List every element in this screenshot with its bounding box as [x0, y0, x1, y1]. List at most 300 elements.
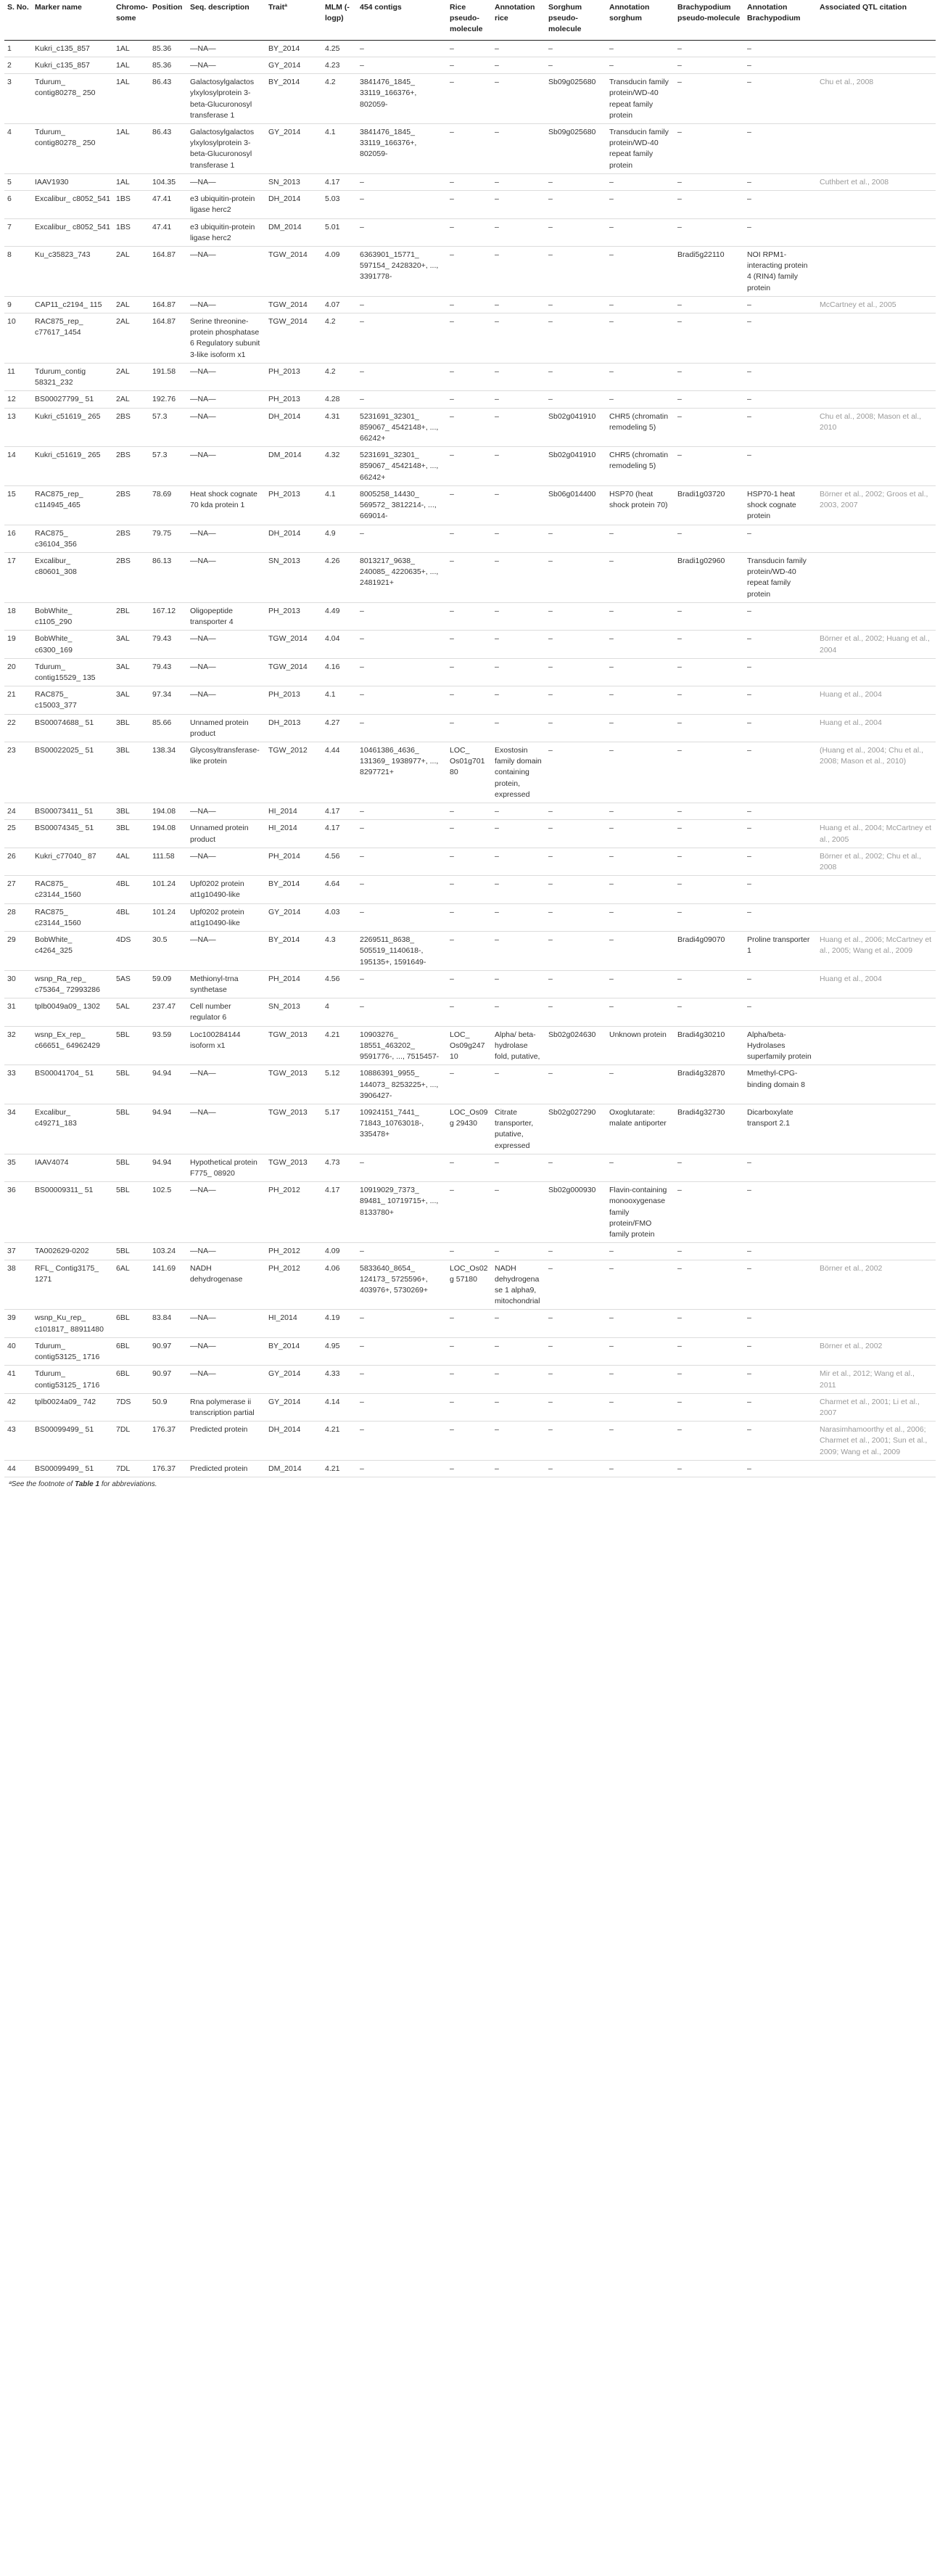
annotation-rice-cell: –	[492, 1422, 545, 1461]
rice-pseudomolecule-cell: –	[447, 803, 492, 820]
table-row	[4, 658, 936, 686]
annotation-rice-cell: –	[492, 525, 545, 552]
chromosome-cell: 5BL	[113, 1182, 149, 1243]
contigs-454-cell: 10461386_4636_ 131369_ 1938977+, ..., 8297721+	[357, 742, 447, 803]
position-cell: 97.34	[149, 686, 187, 714]
header-cell: S. No.	[4, 0, 32, 40]
marker-name-cell: RAC875_rep_ c77617_1454	[32, 313, 113, 364]
annotation-sorghum-cell: –	[606, 658, 675, 686]
table-row	[4, 1422, 936, 1461]
brachypodium-pseudomolecule-cell: –	[675, 686, 744, 714]
table-row	[4, 552, 936, 602]
mlm-cell: 4.73	[322, 1154, 357, 1181]
annotation-sorghum-cell: –	[606, 876, 675, 903]
contigs-454-cell: –	[357, 391, 447, 408]
seq-description-cell: —NA—	[187, 296, 265, 313]
sno-cell: 37	[4, 1243, 32, 1260]
qtl-citation-cell	[817, 1243, 936, 1260]
qtl-citation-cell	[817, 1104, 936, 1154]
trait-cell: TGW_2013	[265, 1104, 322, 1154]
chromosome-cell: 2AL	[113, 246, 149, 296]
marker-name-cell: BS00027799_ 51	[32, 391, 113, 408]
contigs-454-cell: –	[357, 363, 447, 390]
sorghum-pseudomolecule-cell: –	[545, 296, 606, 313]
mlm-cell: 5.03	[322, 191, 357, 218]
sorghum-pseudomolecule-cell: –	[545, 876, 606, 903]
header-cell: Chromo-some	[113, 0, 149, 40]
annotation-brachypodium-cell: NOI RPM1-interacting protein 4 (RIN4) family protein	[744, 246, 817, 296]
qtl-citation-cell	[817, 246, 936, 296]
marker-name-cell: Kukri_c135_857	[32, 57, 113, 73]
table-row	[4, 123, 936, 173]
marker-name-cell: BS00074345_ 51	[32, 820, 113, 848]
rice-pseudomolecule-cell: –	[447, 1154, 492, 1181]
table-row	[4, 714, 936, 742]
annotation-rice-cell: –	[492, 485, 545, 525]
sno-cell: 21	[4, 686, 32, 714]
annotation-brachypodium-cell: –	[744, 408, 817, 447]
seq-description-cell: —NA—	[187, 57, 265, 73]
annotation-rice-cell: –	[492, 820, 545, 848]
annotation-rice-cell: –	[492, 602, 545, 630]
rice-pseudomolecule-cell: –	[447, 391, 492, 408]
table-row	[4, 57, 936, 73]
chromosome-cell: 3BL	[113, 803, 149, 820]
mlm-cell: 4.1	[322, 485, 357, 525]
brachypodium-pseudomolecule-cell: –	[675, 447, 744, 486]
annotation-sorghum-cell: –	[606, 1460, 675, 1477]
trait-cell: TGW_2014	[265, 313, 322, 364]
annotation-brachypodium-cell: –	[744, 1310, 817, 1337]
annotation-rice-cell: –	[492, 1393, 545, 1421]
position-cell: 104.35	[149, 173, 187, 190]
position-cell: 167.12	[149, 602, 187, 630]
annotation-brachypodium-cell: Alpha/beta-Hydrolases superfamily protein	[744, 1026, 817, 1065]
trait-cell: GY_2014	[265, 1366, 322, 1393]
annotation-brachypodium-cell: –	[744, 658, 817, 686]
annotation-rice-cell: –	[492, 191, 545, 218]
annotation-sorghum-cell: –	[606, 686, 675, 714]
seq-description-cell: —NA—	[187, 173, 265, 190]
trait-cell: SN_2013	[265, 998, 322, 1026]
contigs-454-cell: 10886391_9955_ 144073_ 8253225+, ..., 3906427-	[357, 1065, 447, 1104]
trait-cell: GY_2014	[265, 123, 322, 173]
contigs-454-cell: –	[357, 903, 447, 931]
sno-cell: 11	[4, 363, 32, 390]
trait-cell: TGW_2014	[265, 296, 322, 313]
mlm-cell: 4.33	[322, 1366, 357, 1393]
sno-cell: 8	[4, 246, 32, 296]
contigs-454-cell: –	[357, 313, 447, 364]
position-cell: 93.59	[149, 1026, 187, 1065]
position-cell: 94.94	[149, 1065, 187, 1104]
seq-description-cell: Serine threonine-protein phosphatase 6 Regulatory subunit 3-like isoform x1	[187, 313, 265, 364]
annotation-sorghum-cell: –	[606, 1337, 675, 1365]
marker-name-cell: tplb0049a09_ 1302	[32, 998, 113, 1026]
mlm-cell: 4.49	[322, 602, 357, 630]
qtl-citation-cell	[817, 1026, 936, 1065]
contigs-454-cell: 10903276_ 18551_463202_ 9591776-, ..., 7515457-	[357, 1026, 447, 1065]
brachypodium-pseudomolecule-cell: –	[675, 123, 744, 173]
header-row	[4, 0, 936, 40]
position-cell: 101.24	[149, 876, 187, 903]
rice-pseudomolecule-cell: –	[447, 1366, 492, 1393]
seq-description-cell: —NA—	[187, 447, 265, 486]
sno-cell: 38	[4, 1260, 32, 1310]
chromosome-cell: 1AL	[113, 40, 149, 57]
qtl-citation-cell	[817, 525, 936, 552]
trait-cell: DM_2014	[265, 1460, 322, 1477]
annotation-rice-cell: –	[492, 173, 545, 190]
seq-description-cell: —NA—	[187, 631, 265, 658]
mlm-cell: 4.3	[322, 932, 357, 971]
rice-pseudomolecule-cell: –	[447, 686, 492, 714]
table-row	[4, 485, 936, 525]
seq-description-cell: —NA—	[187, 1366, 265, 1393]
contigs-454-cell: 8005258_14430_ 569572_ 3812214-, ..., 669014-	[357, 485, 447, 525]
position-cell: 47.41	[149, 191, 187, 218]
sno-cell: 28	[4, 903, 32, 931]
annotation-sorghum-cell: –	[606, 1310, 675, 1337]
trait-cell: BY_2014	[265, 74, 322, 124]
marker-name-cell: wsnp_Ra_rep_ c75364_ 72993286	[32, 970, 113, 998]
sno-cell: 23	[4, 742, 32, 803]
rice-pseudomolecule-cell: –	[447, 998, 492, 1026]
position-cell: 101.24	[149, 903, 187, 931]
contigs-454-cell: –	[357, 40, 447, 57]
rice-pseudomolecule-cell: –	[447, 970, 492, 998]
annotation-brachypodium-cell: –	[744, 1393, 817, 1421]
chromosome-cell: 4DS	[113, 932, 149, 971]
annotation-rice-cell: –	[492, 876, 545, 903]
annotation-brachypodium-cell: –	[744, 631, 817, 658]
annotation-brachypodium-cell: –	[744, 602, 817, 630]
seq-description-cell: —NA—	[187, 1182, 265, 1243]
brachypodium-pseudomolecule-cell: Bradi4g32870	[675, 1065, 744, 1104]
annotation-rice-cell: Exostosin family domain containing protein, expressed	[492, 742, 545, 803]
seq-description-cell: —NA—	[187, 391, 265, 408]
chromosome-cell: 4BL	[113, 876, 149, 903]
annotation-rice-cell: Alpha/ beta-hydrolase fold, putative,	[492, 1026, 545, 1065]
seq-description-cell: Oligopeptide transporter 4	[187, 602, 265, 630]
table-row	[4, 246, 936, 296]
annotation-brachypodium-cell: –	[744, 1154, 817, 1181]
marker-name-cell: wsnp_Ex_rep_ c66651_ 64962429	[32, 1026, 113, 1065]
annotation-brachypodium-cell: –	[744, 848, 817, 875]
trait-cell: BY_2014	[265, 932, 322, 971]
rice-pseudomolecule-cell: –	[447, 714, 492, 742]
sorghum-pseudomolecule-cell: Sb02g041910	[545, 447, 606, 486]
marker-name-cell: BS00022025_ 51	[32, 742, 113, 803]
sorghum-pseudomolecule-cell: –	[545, 218, 606, 246]
seq-description-cell: Galactosylgalactos ylxylosylprotein 3-beta-Glucuronosyl transferase 1	[187, 74, 265, 124]
marker-name-cell: Tdurum_ contig15529_ 135	[32, 658, 113, 686]
qtl-citation-cell: Huang et al., 2006; McCartney et al., 2005; Wang et al., 2009	[817, 932, 936, 971]
trait-cell: TGW_2014	[265, 246, 322, 296]
brachypodium-pseudomolecule-cell: –	[675, 714, 744, 742]
annotation-rice-cell: –	[492, 40, 545, 57]
position-cell: 94.94	[149, 1154, 187, 1181]
mlm-cell: 4	[322, 998, 357, 1026]
table-row	[4, 1104, 936, 1154]
trait-cell: SN_2013	[265, 552, 322, 602]
seq-description-cell: —NA—	[187, 686, 265, 714]
seq-description-cell: Loc100284144 isoform x1	[187, 1026, 265, 1065]
annotation-brachypodium-cell: Proline transporter 1	[744, 932, 817, 971]
rice-pseudomolecule-cell: –	[447, 40, 492, 57]
annotation-rice-cell: –	[492, 1337, 545, 1365]
trait-cell: TGW_2012	[265, 742, 322, 803]
rice-pseudomolecule-cell: –	[447, 1460, 492, 1477]
sno-cell: 24	[4, 803, 32, 820]
annotation-sorghum-cell: –	[606, 602, 675, 630]
qtl-citation-cell	[817, 1310, 936, 1337]
trait-cell: PH_2012	[265, 1260, 322, 1310]
table-row	[4, 218, 936, 246]
contigs-454-cell: –	[357, 1310, 447, 1337]
seq-description-cell: —NA—	[187, 552, 265, 602]
marker-name-cell: TA002629-0202	[32, 1243, 113, 1260]
sno-cell: 32	[4, 1026, 32, 1065]
annotation-sorghum-cell: –	[606, 714, 675, 742]
rice-pseudomolecule-cell: –	[447, 903, 492, 931]
annotation-rice-cell: –	[492, 903, 545, 931]
rice-pseudomolecule-cell: LOC_Os02g 57180	[447, 1260, 492, 1310]
annotation-rice-cell: –	[492, 1366, 545, 1393]
mlm-cell: 4.28	[322, 391, 357, 408]
sno-cell: 15	[4, 485, 32, 525]
table-row	[4, 631, 936, 658]
position-cell: 176.37	[149, 1460, 187, 1477]
trait-cell: DH_2014	[265, 1422, 322, 1461]
annotation-sorghum-cell: –	[606, 932, 675, 971]
position-cell: 57.3	[149, 447, 187, 486]
sorghum-pseudomolecule-cell: –	[545, 932, 606, 971]
annotation-rice-cell: –	[492, 970, 545, 998]
annotation-brachypodium-cell: Dicarboxylate transport 2.1	[744, 1104, 817, 1154]
position-cell: 79.75	[149, 525, 187, 552]
mlm-cell: 5.12	[322, 1065, 357, 1104]
sorghum-pseudomolecule-cell: –	[545, 820, 606, 848]
seq-description-cell: —NA—	[187, 525, 265, 552]
mlm-cell: 4.14	[322, 1393, 357, 1421]
mlm-cell: 4.1	[322, 123, 357, 173]
brachypodium-pseudomolecule-cell: –	[675, 1393, 744, 1421]
marker-name-cell: BS00099499_ 51	[32, 1460, 113, 1477]
qtl-citation-cell: Börner et al., 2002; Groos et al., 2003, 2007	[817, 485, 936, 525]
seq-description-cell: —NA—	[187, 848, 265, 875]
rice-pseudomolecule-cell: –	[447, 1065, 492, 1104]
brachypodium-pseudomolecule-cell: –	[675, 525, 744, 552]
marker-name-cell: Excalibur_ c49271_183	[32, 1104, 113, 1154]
seq-description-cell: —NA—	[187, 408, 265, 447]
sno-cell: 25	[4, 820, 32, 848]
sno-cell: 18	[4, 602, 32, 630]
contigs-454-cell: 5231691_32301_ 859067_ 4542148+, ..., 66242+	[357, 447, 447, 486]
qtl-citation-cell	[817, 803, 936, 820]
sno-cell: 12	[4, 391, 32, 408]
rice-pseudomolecule-cell: LOC_ Os01g70180	[447, 742, 492, 803]
table-footnote	[4, 1477, 936, 1491]
sno-cell: 29	[4, 932, 32, 971]
mlm-cell: 4.64	[322, 876, 357, 903]
position-cell: 192.76	[149, 391, 187, 408]
contigs-454-cell: –	[357, 803, 447, 820]
annotation-rice-cell: –	[492, 803, 545, 820]
trait-cell: PH_2014	[265, 970, 322, 998]
annotation-brachypodium-cell: –	[744, 1182, 817, 1243]
annotation-sorghum-cell: –	[606, 218, 675, 246]
trait-cell: TGW_2014	[265, 631, 322, 658]
brachypodium-pseudomolecule-cell: –	[675, 970, 744, 998]
chromosome-cell: 2AL	[113, 313, 149, 364]
rice-pseudomolecule-cell: –	[447, 246, 492, 296]
marker-name-cell: Excalibur_ c8052_541	[32, 218, 113, 246]
annotation-sorghum-cell: –	[606, 1260, 675, 1310]
header-cell: Sorghum pseudo-molecule	[545, 0, 606, 40]
chromosome-cell: 2BL	[113, 602, 149, 630]
rice-pseudomolecule-cell: –	[447, 363, 492, 390]
brachypodium-pseudomolecule-cell: –	[675, 820, 744, 848]
mlm-cell: 4.09	[322, 246, 357, 296]
annotation-sorghum-cell: –	[606, 903, 675, 931]
sorghum-pseudomolecule-cell: Sb02g000930	[545, 1182, 606, 1243]
seq-description-cell: Predicted protein	[187, 1460, 265, 1477]
header-cell: Annotation rice	[492, 0, 545, 40]
chromosome-cell: 5BL	[113, 1154, 149, 1181]
chromosome-cell: 1BS	[113, 191, 149, 218]
contigs-454-cell: 3841476_1845_ 33119_166376+, 802059-	[357, 123, 447, 173]
annotation-brachypodium-cell: –	[744, 1366, 817, 1393]
chromosome-cell: 1AL	[113, 74, 149, 124]
sorghum-pseudomolecule-cell: Sb06g014400	[545, 485, 606, 525]
rice-pseudomolecule-cell: –	[447, 1337, 492, 1365]
annotation-rice-cell: –	[492, 714, 545, 742]
table-row	[4, 742, 936, 803]
annotation-rice-cell: –	[492, 1182, 545, 1243]
brachypodium-pseudomolecule-cell: Bradi1g03720	[675, 485, 744, 525]
rice-pseudomolecule-cell: –	[447, 408, 492, 447]
qtl-citation-cell: Mir et al., 2012; Wang et al., 2011	[817, 1366, 936, 1393]
position-cell: 86.43	[149, 123, 187, 173]
mlm-cell: 5.01	[322, 218, 357, 246]
qtl-citation-cell	[817, 1182, 936, 1243]
sno-cell: 34	[4, 1104, 32, 1154]
brachypodium-pseudomolecule-cell: –	[675, 173, 744, 190]
marker-name-cell: CAP11_c2194_ 115	[32, 296, 113, 313]
rice-pseudomolecule-cell: –	[447, 57, 492, 73]
contigs-454-cell: –	[357, 876, 447, 903]
qtl-citation-cell	[817, 876, 936, 903]
sorghum-pseudomolecule-cell: Sb09g025680	[545, 123, 606, 173]
brachypodium-pseudomolecule-cell: –	[675, 40, 744, 57]
annotation-brachypodium-cell: –	[744, 686, 817, 714]
qtl-citation-cell: Börner et al., 2002; Chu et al., 2008	[817, 848, 936, 875]
seq-description-cell: e3 ubiquitin-protein ligase herc2	[187, 191, 265, 218]
annotation-rice-cell: –	[492, 391, 545, 408]
brachypodium-pseudomolecule-cell: –	[675, 602, 744, 630]
footnote-prefix: ªSee the footnote of	[9, 1480, 75, 1489]
marker-name-cell: Kukri_c51619_ 265	[32, 447, 113, 486]
brachypodium-pseudomolecule-cell: –	[675, 391, 744, 408]
position-cell: 164.87	[149, 246, 187, 296]
annotation-brachypodium-cell: Transducin family protein/WD-40 repeat family protein	[744, 552, 817, 602]
chromosome-cell: 3BL	[113, 820, 149, 848]
annotation-brachypodium-cell: HSP70-1 heat shock cognate protein	[744, 485, 817, 525]
table-row	[4, 1366, 936, 1393]
qtl-citation-cell	[817, 998, 936, 1026]
sno-cell: 41	[4, 1366, 32, 1393]
rice-pseudomolecule-cell: –	[447, 313, 492, 364]
marker-trait-table	[4, 0, 936, 1477]
annotation-sorghum-cell: CHR5 (chromatin remodeling 5)	[606, 447, 675, 486]
sorghum-pseudomolecule-cell: –	[545, 1422, 606, 1461]
mlm-cell: 5.17	[322, 1104, 357, 1154]
rice-pseudomolecule-cell: –	[447, 485, 492, 525]
trait-cell: DH_2014	[265, 191, 322, 218]
contigs-454-cell: –	[357, 1366, 447, 1393]
sorghum-pseudomolecule-cell: –	[545, 246, 606, 296]
annotation-brachypodium-cell: –	[744, 57, 817, 73]
chromosome-cell: 4BL	[113, 903, 149, 931]
brachypodium-pseudomolecule-cell: –	[675, 218, 744, 246]
seq-description-cell: Predicted protein	[187, 1422, 265, 1461]
annotation-sorghum-cell: –	[606, 1393, 675, 1421]
header-cell: Annotation Brachypodium	[744, 0, 817, 40]
footnote-suffix: for abbreviations.	[99, 1480, 157, 1489]
header-cell: Traitª	[265, 0, 322, 40]
contigs-454-cell: –	[357, 820, 447, 848]
contigs-454-cell: –	[357, 1337, 447, 1365]
brachypodium-pseudomolecule-cell: –	[675, 1422, 744, 1461]
trait-cell: TGW_2013	[265, 1154, 322, 1181]
table-row	[4, 1026, 936, 1065]
annotation-rice-cell: –	[492, 1310, 545, 1337]
rice-pseudomolecule-cell: –	[447, 552, 492, 602]
table-row	[4, 1154, 936, 1181]
rice-pseudomolecule-cell: –	[447, 1310, 492, 1337]
annotation-sorghum-cell: –	[606, 970, 675, 998]
annotation-sorghum-cell: –	[606, 998, 675, 1026]
position-cell: 164.87	[149, 296, 187, 313]
contigs-454-cell: –	[357, 191, 447, 218]
qtl-citation-cell	[817, 658, 936, 686]
annotation-sorghum-cell: –	[606, 57, 675, 73]
mlm-cell: 4.17	[322, 1182, 357, 1243]
mlm-cell: 4.44	[322, 742, 357, 803]
brachypodium-pseudomolecule-cell: –	[675, 903, 744, 931]
marker-name-cell: Tdurum_ contig80278_ 250	[32, 123, 113, 173]
seq-description-cell: Unnamed protein product	[187, 820, 265, 848]
chromosome-cell: 1AL	[113, 123, 149, 173]
sorghum-pseudomolecule-cell: –	[545, 40, 606, 57]
trait-cell: TGW_2014	[265, 658, 322, 686]
table-row	[4, 602, 936, 630]
position-cell: 79.43	[149, 631, 187, 658]
marker-name-cell: IAAV4074	[32, 1154, 113, 1181]
mlm-cell: 4.21	[322, 1422, 357, 1461]
sorghum-pseudomolecule-cell: –	[545, 1243, 606, 1260]
annotation-rice-cell: –	[492, 998, 545, 1026]
sno-cell: 3	[4, 74, 32, 124]
position-cell: 194.08	[149, 803, 187, 820]
sno-cell: 20	[4, 658, 32, 686]
brachypodium-pseudomolecule-cell: –	[675, 191, 744, 218]
sno-cell: 35	[4, 1154, 32, 1181]
mlm-cell: 4.95	[322, 1337, 357, 1365]
trait-cell: BY_2014	[265, 1337, 322, 1365]
annotation-brachypodium-cell: Mmethyl-CPG-binding domain 8	[744, 1065, 817, 1104]
